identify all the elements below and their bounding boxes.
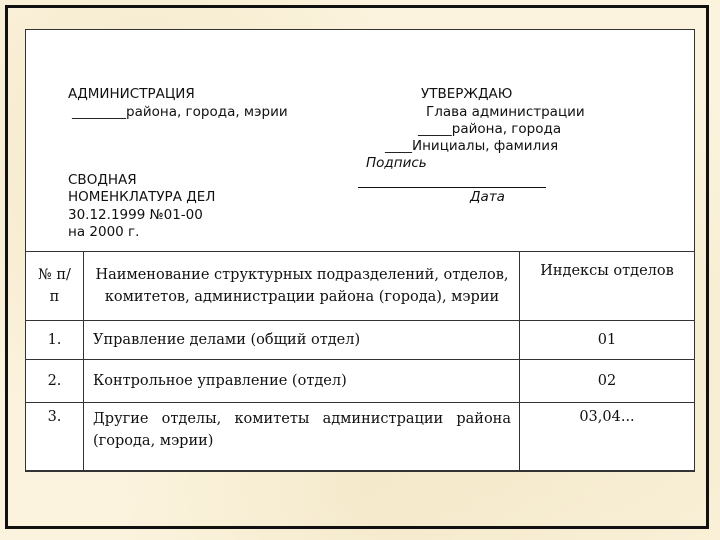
doc-title-line2: НОМЕНКЛАТУРА ДЕЛ xyxy=(68,189,216,205)
approver-position: Глава администрации xyxy=(426,104,585,120)
row-number: 1. xyxy=(26,321,84,360)
row-name: Другие отделы, комитеты администрации района (города, мэрии) xyxy=(84,403,520,471)
approver-initials: ____Инициалы, фамилия xyxy=(385,138,559,154)
row-name: Управление делами (общий отдел) xyxy=(84,321,520,360)
org-name: АДМИНИСТРАЦИЯ xyxy=(68,86,195,102)
signature-label: Подпись xyxy=(366,155,427,171)
approve-label: УТВЕРЖДАЮ xyxy=(421,86,513,102)
approver-district: _____района, города xyxy=(418,121,562,137)
doc-title-line1: СВОДНАЯ xyxy=(68,172,137,188)
row-number: 3. xyxy=(26,403,84,471)
doc-year: на 2000 г. xyxy=(68,224,140,240)
doc-date-number: 30.12.1999 №01-00 xyxy=(68,207,203,223)
row-index: 02 xyxy=(520,360,695,403)
table-row xyxy=(26,403,695,471)
table-row xyxy=(26,360,695,403)
signature-line xyxy=(358,187,546,188)
row-number: 2. xyxy=(26,360,84,403)
nomenclature-table xyxy=(25,251,695,471)
table-row xyxy=(26,321,695,360)
header-index: Индексы отделов xyxy=(520,252,695,321)
row-index: 01 xyxy=(520,321,695,360)
table-header-row xyxy=(26,252,695,321)
header-number: № п/п xyxy=(26,252,84,321)
header-name: Наименование структурных подразделений, отделов, комитетов, администрации района (города), мэрии xyxy=(84,252,520,321)
date-label: Дата xyxy=(470,189,505,205)
row-index: 03,04... xyxy=(520,403,695,471)
row-name: Контрольное управление (отдел) xyxy=(84,360,520,403)
org-line: ________района, города, мэрии xyxy=(72,104,288,120)
